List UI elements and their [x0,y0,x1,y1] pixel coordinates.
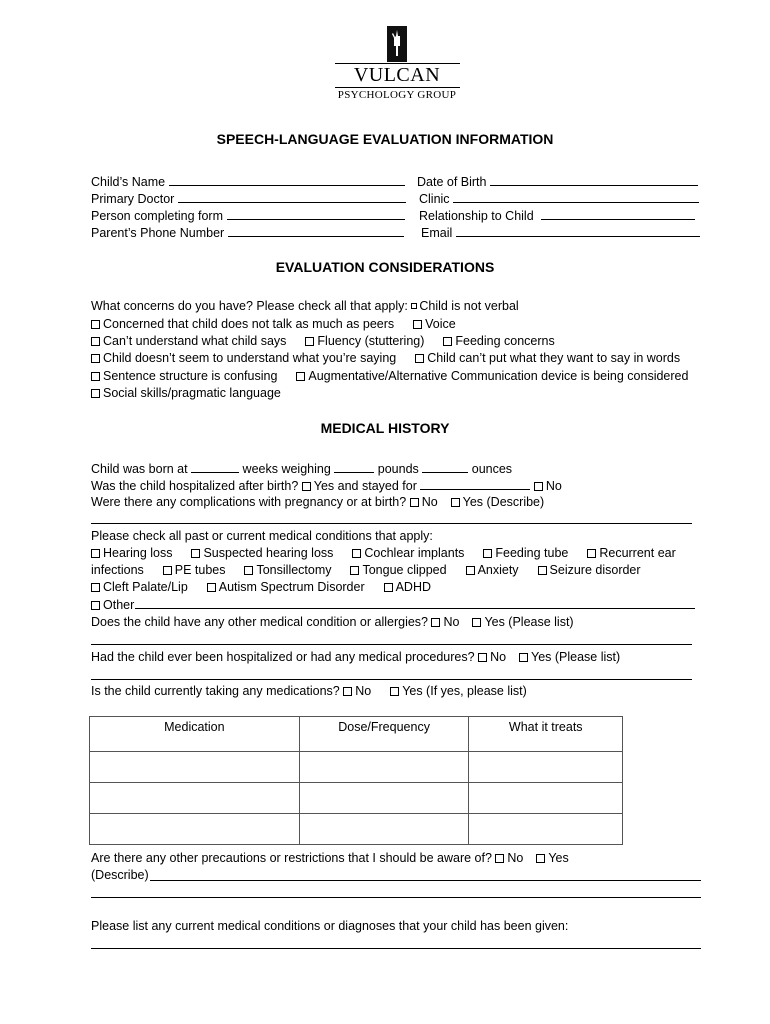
tonsillectomy-checkbox[interactable] [244,566,253,575]
childs-name-row [91,174,405,190]
precautions-extra-line[interactable] [91,897,701,898]
other-checkbox[interactable] [91,601,100,610]
logo-name: VULCAN [353,64,441,86]
hospitalized-ever-no-label: No [490,650,507,664]
diagnoses-label: Please list any current medical conditions or diagnoses that your child has been given: [91,919,569,933]
medical-heading: MEDICAL HISTORY [320,420,450,436]
precautions-row [91,851,569,866]
primary-doctor-field[interactable] [178,191,406,203]
cant-put-words-checkbox[interactable] [415,354,424,363]
recurrent-ear-label: Recurrent ear [599,546,676,560]
other-condition-label: Does the child have any other medical condition or allergies? [91,615,428,629]
relationship-label: Relationship to Child [419,209,534,223]
complications-row [91,495,544,510]
precautions-no-checkbox[interactable] [495,854,504,863]
conditions-prompt: Please check all past or current medical conditions that apply: [91,529,433,543]
hospitalized-ever-no-checkbox[interactable] [478,653,487,662]
other-condition-row [91,615,574,630]
table-cell[interactable] [299,752,469,783]
clinic-label: Clinic [419,192,450,206]
other-condition-no-label: No [443,615,460,629]
person-completing-label: Person completing form [91,209,224,223]
medications-label: Is the child currently taking any medications? [91,684,340,698]
table-cell[interactable] [90,783,300,814]
hospitalized-after-birth-row [91,478,562,494]
concerns-row-4 [91,351,680,366]
pe-tubes-checkbox[interactable] [163,566,172,575]
table-cell[interactable] [469,752,623,783]
precautions-describe-label: (Describe) [91,868,149,882]
parents-phone-field[interactable] [228,225,404,237]
medications-yes-checkbox[interactable] [390,687,399,696]
other-field[interactable] [135,597,695,609]
dose-frequency-header: Dose/Frequency [299,717,469,752]
precautions-no-label: No [507,851,524,865]
table-row [90,814,623,845]
other-condition-list-line[interactable] [91,644,692,645]
parents-phone-label: Parent’s Phone Number [91,226,225,240]
hospitalized-ever-list-line[interactable] [91,679,692,680]
table-cell[interactable] [469,814,623,845]
childs-name-field[interactable] [169,174,405,186]
concerns-row-1 [91,299,519,314]
infections-label: infections [91,563,144,577]
precautions-describe-line[interactable] [150,880,701,881]
precautions-yes-checkbox[interactable] [536,854,545,863]
concerns-row-3 [91,334,555,349]
hospitalized-after-birth-label: Was the child hospitalized after birth? [91,479,299,493]
primary-doctor-row [91,191,406,207]
dob-row [417,174,698,190]
autism-label: Autism Spectrum Disorder [218,580,365,594]
medications-no-label: No [355,684,372,698]
sentence-checkbox[interactable] [91,372,100,381]
table-row [90,783,623,814]
person-completing-field[interactable] [227,208,405,220]
doesnt-understand-label: Child doesn’t seem to understand what you’re saying [103,351,397,365]
stayed-for-field[interactable] [420,478,530,490]
stayed-yes-label: Yes and stayed for [313,479,417,493]
ounces-label: ounces [471,462,513,476]
tonsillectomy-label: Tonsillectomy [256,563,332,577]
medications-no-checkbox[interactable] [343,687,352,696]
pounds-field[interactable] [334,461,374,473]
voice-label: Voice [425,317,456,331]
feeding-tube-checkbox[interactable] [483,549,492,558]
cant-put-words-label: Child can’t put what they want to say in words [427,351,681,365]
table-cell[interactable] [90,752,300,783]
medications-row [91,684,527,699]
complications-label: Were there any complications with pregnancy or at birth? [91,495,407,509]
autism-checkbox[interactable] [207,583,216,592]
concerns-prompt: What concerns do you have? Please check all that apply: [91,299,408,313]
clinic-field[interactable] [453,191,699,203]
cant-understand-label: Can’t understand what child says [103,334,287,348]
person-completing-row [91,208,405,224]
stayed-yes-checkbox[interactable] [302,482,311,491]
doesnt-understand-checkbox[interactable] [91,354,100,363]
pounds-label: pounds [377,462,419,476]
precautions-label: Are there any other precautions or restrictions that I should be aware of? [91,851,492,865]
feeding-tube-label: Feeding tube [495,546,569,560]
dob-label: Date of Birth [417,175,487,189]
not-talk-checkbox[interactable] [91,320,100,329]
complications-yes-checkbox[interactable] [451,498,460,507]
table-cell[interactable] [90,814,300,845]
vulcan-statue-icon [387,26,407,62]
dob-field[interactable] [490,174,698,186]
voice-checkbox[interactable] [413,320,422,329]
stayed-no-label: No [545,479,562,493]
adhd-label: ADHD [395,580,432,594]
complications-yes-label: Yes (Describe) [462,495,545,509]
concerns-row-2 [91,317,456,332]
table-cell[interactable] [299,814,469,845]
complications-no-label: No [421,495,438,509]
complications-no-checkbox[interactable] [410,498,419,507]
complications-describe-line[interactable] [91,523,692,524]
recurrent-ear-checkbox[interactable] [587,549,596,558]
diagnoses-line[interactable] [91,948,701,949]
hospitalized-ever-row [91,650,620,665]
table-cell[interactable] [469,783,623,814]
email-field[interactable] [456,225,700,237]
born-weeks-field[interactable] [191,461,239,473]
hearing-loss-label: Hearing loss [103,546,173,560]
cant-understand-checkbox[interactable] [91,337,100,346]
anxiety-label: Anxiety [477,563,519,577]
page-title: SPEECH-LANGUAGE EVALUATION INFORMATION [216,131,554,147]
primary-doctor-label: Primary Doctor [91,192,175,206]
precautions-yes-label: Yes [548,851,569,865]
other-label: Other [103,598,135,612]
concerns-row-6 [91,386,281,401]
stayed-no-checkbox[interactable] [534,482,543,491]
sentence-label: Sentence structure is confusing [103,369,278,383]
seizure-label: Seizure disorder [549,563,641,577]
medication-table-header [90,717,623,752]
feeding-concerns-label: Feeding concerns [455,334,555,348]
tongue-clipped-label: Tongue clipped [362,563,447,577]
cochlear-checkbox[interactable] [352,549,361,558]
social-label: Social skills/pragmatic language [103,386,281,400]
precautions-describe-row [91,868,149,883]
social-checkbox[interactable] [91,389,100,398]
fluency-label: Fluency (stuttering) [317,334,425,348]
concerns-row-5 [91,369,688,384]
cleft-checkbox[interactable] [91,583,100,592]
aac-checkbox[interactable] [296,372,305,381]
other-condition-yes-label: Yes (Please list) [484,615,574,629]
adhd-checkbox[interactable] [384,583,393,592]
other-condition-yes-checkbox[interactable] [472,618,481,627]
hospitalized-ever-yes-label: Yes (Please list) [531,650,621,664]
table-cell[interactable] [299,783,469,814]
logo [332,26,462,106]
medications-yes-label: Yes (If yes, please list) [402,684,527,698]
parents-phone-row [91,225,404,241]
weeks-weighing-label: weeks weighing [242,462,331,476]
conditions-row-4 [91,597,695,613]
medication-header: Medication [90,717,300,752]
pe-tubes-label: PE tubes [174,563,226,577]
birth-row [91,461,512,477]
table-row [90,752,623,783]
hearing-loss-checkbox[interactable] [91,549,100,558]
clinic-row [419,191,699,207]
anxiety-checkbox[interactable] [466,566,475,575]
evaluation-heading: EVALUATION CONSIDERATIONS [275,259,495,275]
not-talk-label: Concerned that child does not talk as much as peers [103,317,395,331]
not-verbal-checkbox[interactable] [411,303,417,309]
childs-name-label: Child’s Name [91,175,166,189]
tongue-clipped-checkbox[interactable] [350,566,359,575]
suspected-hearing-loss-checkbox[interactable] [191,549,200,558]
email-label: Email [421,226,453,240]
not-verbal-label: Child is not verbal [419,299,519,313]
born-at-label: Child was born at [91,462,188,476]
ounces-field[interactable] [422,461,468,473]
feeding-concerns-checkbox[interactable] [443,337,452,346]
aac-label: Augmentative/Alternative Communication device is being considered [308,369,689,383]
seizure-checkbox[interactable] [538,566,547,575]
suspected-hearing-loss-label: Suspected hearing loss [203,546,334,560]
logo-rule-bottom [335,87,460,88]
relationship-row [419,208,695,224]
relationship-field[interactable] [541,208,695,220]
conditions-row-1 [91,546,676,561]
cleft-label: Cleft Palate/Lip [103,580,188,594]
logo-subtitle: PSYCHOLOGY GROUP [337,89,457,101]
other-condition-no-checkbox[interactable] [431,618,440,627]
fluency-checkbox[interactable] [305,337,314,346]
cochlear-label: Cochlear implants [364,546,465,560]
what-it-treats-header: What it treats [469,717,623,752]
hospitalized-ever-yes-checkbox[interactable] [519,653,528,662]
conditions-row-2 [91,563,641,578]
hospitalized-ever-label: Had the child ever been hospitalized or had any medical procedures? [91,650,475,664]
medication-table [89,716,623,845]
conditions-row-3 [91,580,431,595]
email-row [421,225,700,241]
